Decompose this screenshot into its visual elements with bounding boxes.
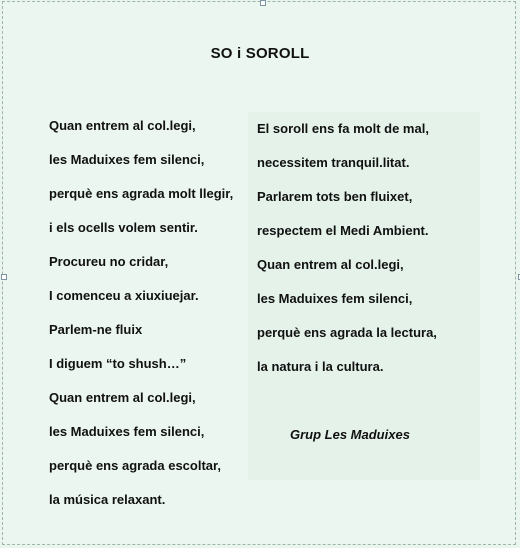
resize-handle-left[interactable]: [1, 274, 7, 280]
poem-line: Quan entrem al col.legi,: [49, 118, 196, 133]
poem-line: I comenceu a xiuxiuejar.: [49, 288, 199, 303]
resize-handle-top[interactable]: [260, 0, 266, 6]
poem-line: les Maduixes fem silenci,: [257, 291, 413, 306]
poem-line: Quan entrem al col.legi,: [49, 390, 196, 405]
poem-right-column: [257, 120, 437, 392]
poem-line: i els ocells volem sentir.: [49, 220, 198, 235]
poem-line: les Maduixes fem silenci,: [49, 152, 205, 167]
poem-line: respectem el Medi Ambient.: [257, 223, 429, 238]
poem-line: I diguem “to shush…”: [49, 356, 187, 371]
poem-left-column: [49, 117, 233, 525]
poem-signature: Grup Les Maduixes: [290, 427, 410, 442]
poem-line: Quan entrem al col.legi,: [257, 257, 404, 272]
poem-line: les Maduixes fem silenci,: [49, 424, 205, 439]
poem-line: perquè ens agrada la lectura,: [257, 325, 437, 340]
poem-line: la música relaxant.: [49, 492, 166, 507]
poem-line: necessitem tranquil.litat.: [257, 155, 410, 170]
poem-line: Parlem-ne fluix: [49, 322, 143, 337]
poem-line: Parlarem tots ben fluixet,: [257, 189, 413, 204]
poem-line: El soroll ens fa molt de mal,: [257, 121, 429, 136]
poem-line: perquè ens agrada escoltar,: [49, 458, 221, 473]
poem-line: Procureu no cridar,: [49, 254, 169, 269]
poem-line: perquè ens agrada molt llegir,: [49, 186, 234, 201]
poem-title: SO i SOROLL: [210, 45, 310, 62]
poem-line: la natura i la cultura.: [257, 359, 384, 374]
